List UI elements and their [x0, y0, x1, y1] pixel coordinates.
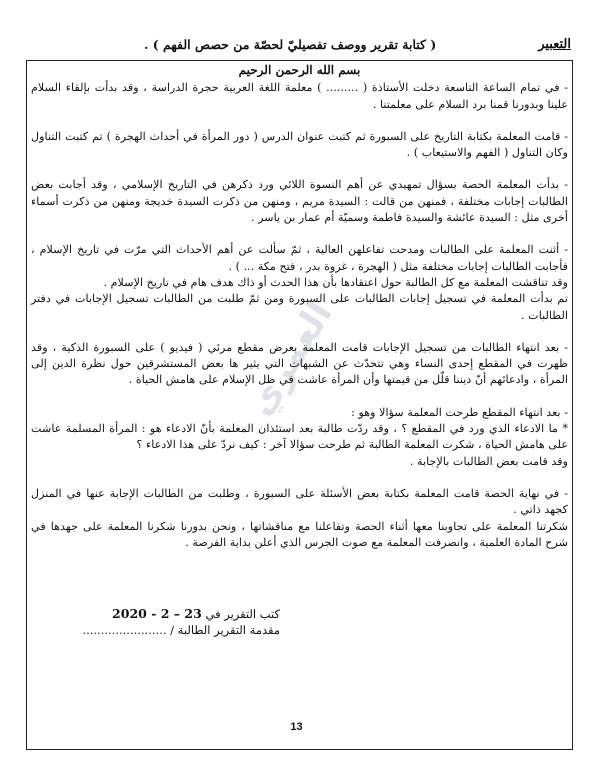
page-header [26, 37, 573, 59]
paragraph-students-answer: وقد قامت بعض الطالبات بالإجابة . [409, 454, 568, 468]
paragraph-warmup-question: - بدأت المعلمة الحصة بسؤال تمهيدي عن أهم النسوة اللائي ورد ذكرهن في التاريخ الإسلامي ، وقد أجابت بعض الطالبات إجابات مختلفة ، فمنهن من قالت : السيدة مريم ، ومنهن من ذكرت السيدة خديجة ومنهن من ذكرت أسماء أخرى مثل : السيدة عائشة والسيدة فاطمة وسميّة أم عمار بن ياسر . [31, 178, 568, 225]
report-date: 23 – 2 - 2020 [112, 606, 202, 621]
author-label: مقدمة التقرير الطالبة / [170, 623, 280, 637]
author-line [80, 622, 280, 638]
written-date-line [80, 606, 280, 622]
paragraph-post-question: - بعد انتهاء المقطع طرحت المعلمة سؤالا وهو : [351, 405, 568, 419]
paragraph-closing: شكرتنا المعلمة على تجاوبنا معها أثناء الحصة وتفاعلنا مع مناقشاتها ، ونحن بدورنا شكرنا المعلمة على جهدها في شرح المادة العلمية ، وانصرفت المعلمة مع صوت الجرس الذي أعلن بداية الفرصة . [31, 519, 568, 549]
report-body [31, 62, 568, 551]
paragraph-discussion: وقد تناقشت المعلمة مع كل الطالبة حول اعتقادها بأن هذا الحدث أو ذاك هدف هام في تاريخ الإسلام . [103, 275, 568, 289]
paragraph-recording: تم بدأت المعلمة في تسجيل إجابات الطالبات على السبورة ومن ثمّ طلبت من الطالبات تسجيل الإجابات في دفتر الطالبات . [31, 292, 568, 322]
page-number: 13 [290, 721, 303, 733]
subject-label: التعبير [538, 37, 571, 52]
paragraph-events-question: - أثنت المعلمة على الطالبات ومدحت تفاعلهن العالية ، ثمّ سألت عن أهم الأحداث التي مرّت في تاريخ الإسلام ، فأجابت الطالبات إجابات مختلفة مثل ( الهجرة ، غزوة بدر ، فتح مكة ... ) . [31, 243, 568, 273]
paragraph-homework: - في نهاية الحصة قامت المعلمة بكتابة بعض الأسئلة على السبورة ، وطلبت من الطالبات الإجابة عنها في المنزل كجهد ذاتي . [31, 486, 568, 517]
watermark-stamp: العمري [239, 294, 341, 423]
report-title: ( كتابة تقرير ووصف تفصيليّ لحصّة من حصص الفهم ) . [144, 37, 437, 52]
paragraph-title-writing: - قامت المعلمة بكتابة التاريخ على السبورة ثم كتبت عنوان الدرس ( دور المرأة في أحداث الهجرة ) تم كتبت التناول وكان التناول ( الفهم والاستيعاب ) . [31, 129, 568, 160]
paragraph-video: - بعد انتهاء الطالبات من تسجيل الإجابات قامت المعلمة بعرض مقطع مرئي ( فيديو ) على السبورة الذكية ، وقد ظهرت في المقطع إحدى النساء وهي تتحدّث عن الشبهات التي يثير ها بعض المستشرقين حول نظرة الدين إلى المرأة ، وادعائهم أنّ ديننا قلّل من قيمتها وأن المرأة عاشت في ظل الإسلام على هامش الحياة . [31, 340, 568, 387]
written-label: كتب التقرير في [205, 607, 280, 621]
author-blank: ....................... [82, 623, 167, 637]
paragraph-claim-answer: * ما الادعاء الذي ورد في المقطع ؟ ، وقد ردّت طالبة بعد استئذان المعلمة بأنّ الادعاء هو : المرأة المسلمة عاشت على هامش الحياة ، شكرت المعلمة الطالبة ثم طرحت سؤالا آخر : كيف نردّ على هذا الادعاء ؟ [31, 422, 568, 452]
basmala: بسم الله الرحمن الرحيم [238, 63, 361, 77]
report-signature [80, 606, 280, 638]
paragraph-intro: - في تمام الساعة التاسعة دخلت الأستاذة ( ......... ) معلمة اللغة العربية حجرة الدراسة ، وقد بدأت بإلقاء السلام علينا وبدورنا قمنا برد السلام على معلمتنا . [31, 81, 568, 111]
